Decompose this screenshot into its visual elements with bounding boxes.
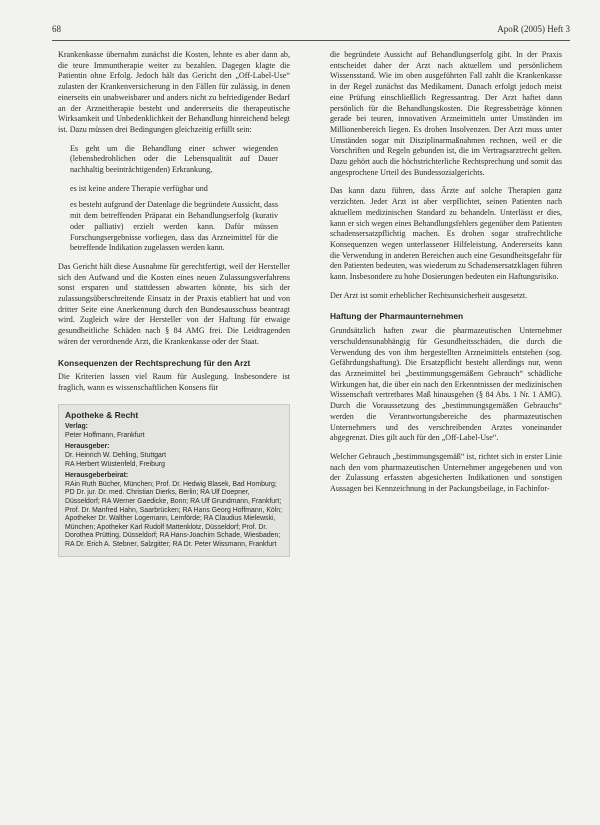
condition-item: es besteht aufgrund der Datenlage die begründete Aussicht, dass mit dem betreffenden Präparat ein Behandlungserfolg (kurativ oder palliativ) erzielt werden kann. Dafür müssen Forschungsergebnisse vorliegen, dass das Arzneimittel für die betreffende Indikation zugelassen werden kann. [70,200,278,253]
condition-item: Es geht um die Behandlung einer schwer wiegenden (lebensbedrohlichen oder die Lebensqualität auf Dauer nachhaltig beeinträchtigenden) Erkrankung, [70,143,278,175]
imprint-value: RAin Ruth Bücher, München; Prof. Dr. Hedwig Blasek, Bad Homburg; PD Dr. jur. Dr. med. Christian Dierks, Berlin; RA Ulf Doepner, Düsseldorf; RA Werner Gaedicke, Bonn; RA Ulf Grundmann, Frankfurt; Prof. Dr. Manfred Hahn, Saarbrücken; RA Hans Georg Hoffmann, Köln; Apotheker Dr. Walther Logemann, Lemförde; RA Claudius Mielewski, München; Apotheker Karl Rudolf Mattenklotz, Düsseldorf; Prof. Dr. Dorothea Prütting, Düsseldorf; RA Hans-Joachim Schade, Wiesbaden; RA Dr. Erich A. Stebner, Salzgitter; RA Dr. Peter Wissmann, Frankfurt [65,480,283,548]
imprint-label: Verlag: [65,423,88,431]
imprint-value: RA Herbert Wüstenfeld, Freiburg [65,460,165,468]
paragraph: Das Gericht hält diese Ausnahme für gerechtfertigt, weil der Hersteller sich den Aufwand und die Kosten eines neuen Zulassungsverfahrens sonst ersparen und stattdessen abwarten könnte, bis sich der zulassungsüberschreitende Einsatz in der Praxis etabliert hat und von dritter Seite eine Anerkennung durch den Bundesausschuss beantragt wird. Zugleich wäre der Hersteller von der Haftung für etwaige gesundheitliche Schäden nach § 84 AMG frei. Die Leidtragenden wären der verordnende Arzt, die Krankenkasse oder der Staat. [58,261,290,346]
imprint-box [58,404,290,557]
page-number: 68 [52,24,61,34]
right-column [330,50,562,503]
imprint-brand: Apotheke & Recht [65,409,139,420]
paragraph: die begründete Aussicht auf Behandlungserfolg gibt. In der Praxis entscheidet daher der Arzt nach aktuellem und persönlichem Wissensstand. Wie im oben ausgeführten Fall zahlt die Krankenkasse in der Regel zunächst das Medikament. Danach erfolgt jedoch meist eine Prüfung einschließlich Regressantrag. Der Arzt haftet dann persönlich für die Behandlungskosten. Die Regressbeträge können gerade bei teuren, innovativen Arzneimitteln unter Umständen im Millionenbereich liegen. Es drohen Insolvenzen. Der Arzt muss unter Umständen sogar mit Disziplinarmaßnahmen rechnen, weil er die Vorschriften und Regeln gebunden ist, die im Vertragsarztrecht gelten. Dazu gehört auch die höchstrichterliche Rechtsprechung und somit das angesprochene Urteil des Bundessozialgerichts. [330,50,562,177]
left-column [58,50,290,557]
section-heading: Haftung der Pharmaunternehmen [330,311,464,322]
paragraph: Der Arzt ist somit erheblicher Rechtsunsicherheit ausgesetzt. [330,290,528,300]
imprint-label: Herausgeberbeirat: [65,472,129,480]
paragraph: Welcher Gebrauch „bestimmungsgemäß“ ist, richtet sich in erster Linie nach den vom pharmazeutischen Unternehmer angegebenen und von der Zulassung erfassten abgesicherten Indikationen und sonstigen Aussagen bei Kennzeichnung in der Packungsbeilage, in Fachinfor- [330,451,562,494]
paragraph: Das kann dazu führen, dass Ärzte auf solche Therapien ganz verzichten. Jeder Arzt ist aber verpflichtet, seinen Patienten nach aktuellem medizinischen Standard zu behandeln. Unterlässt er dies, kann er sich wegen eines Behandlungsfehlers gegenüber dem Patienten schadensersatzpflichtig machen. Es drohen sogar strafrechtliche Konsequenzen wegen unterlassener Hilfeleistung. Andererseits kann die Verwendung in anderen Bereichen auch eine Gesundheitsgefahr für den Patienten bedeuten, was wiederum zu Schadensersatzklagen führen kann. Insbesondere zu hohe Dosierungen bedeuten ein Haftungsrisiko. [330,186,562,282]
paragraph: Grundsätzlich haften zwar die pharmazeutischen Unternehmer verschuldensunabhängig für Gesundheitsschäden, die durch die Verwendung des von ihm hergestellten Arzneimittels entstehen (sog. Gefährdungshaftung). Die Ersatzpflicht besteht allerdings nur, wenn das Arzneimittel bei „bestimmungsgemäßem Gebrauch“ schädliche Wirkungen hat, die über ein nach den Erkenntnissen der medizinischen Wissenschaft vertretbares Maß hinausgehen (§ 84 Abs. 1 Nr. 1 AMG). Durch die Voraussetzung des „bestimmungsgemäßen Gebrauchs“ werden die Verantwortungsbereiche des pharmazeutischen Unternehmers und des verschreibenden Arztes voneinander abgegrenzt. Dies gilt auch für den „Off-Label-Use“. [330,326,562,443]
paragraph: Krankenkasse übernahm zunächst die Kosten, lehnte es aber dann ab, die teure Immuntherapie weiter zu bezahlen. Dagegen klagte die Patientin ohne Erfolg. Jedoch hält das Gericht den „Off-Label-Use“ zulasten der Krankenversicherung in den Fällen für zulässig, in denen einerseits ein unabweisbarer und anders nicht zu befriedigender Bedarf an der Arzneitherapie besteht und andererseits die therapeutische Wirksamkeit und Unbedenklichkeit der Behandlung hinreichend belegt ist. Dazu müssen drei Bedingungen gleichzeitig erfüllt sein: [58,50,290,134]
section-heading: Konsequenzen der Rechtsprechung für den Arzt [58,357,251,368]
journal-citation: ApoR (2005) Heft 3 [497,24,570,34]
imprint-value: Peter Hoffmann, Frankfurt [65,431,145,439]
imprint-label: Herausgeber: [65,443,110,451]
condition-item: es ist keine andere Therapie verfügbar und [70,183,208,193]
imprint-value: Dr. Heinrich W. Dehling, Stuttgart [65,452,167,460]
running-header [52,24,570,41]
paragraph: Die Kriterien lassen viel Raum für Auslegung. Insbesondere ist fraglich, wann es wissenschaftlichen Konsens für [58,372,290,392]
